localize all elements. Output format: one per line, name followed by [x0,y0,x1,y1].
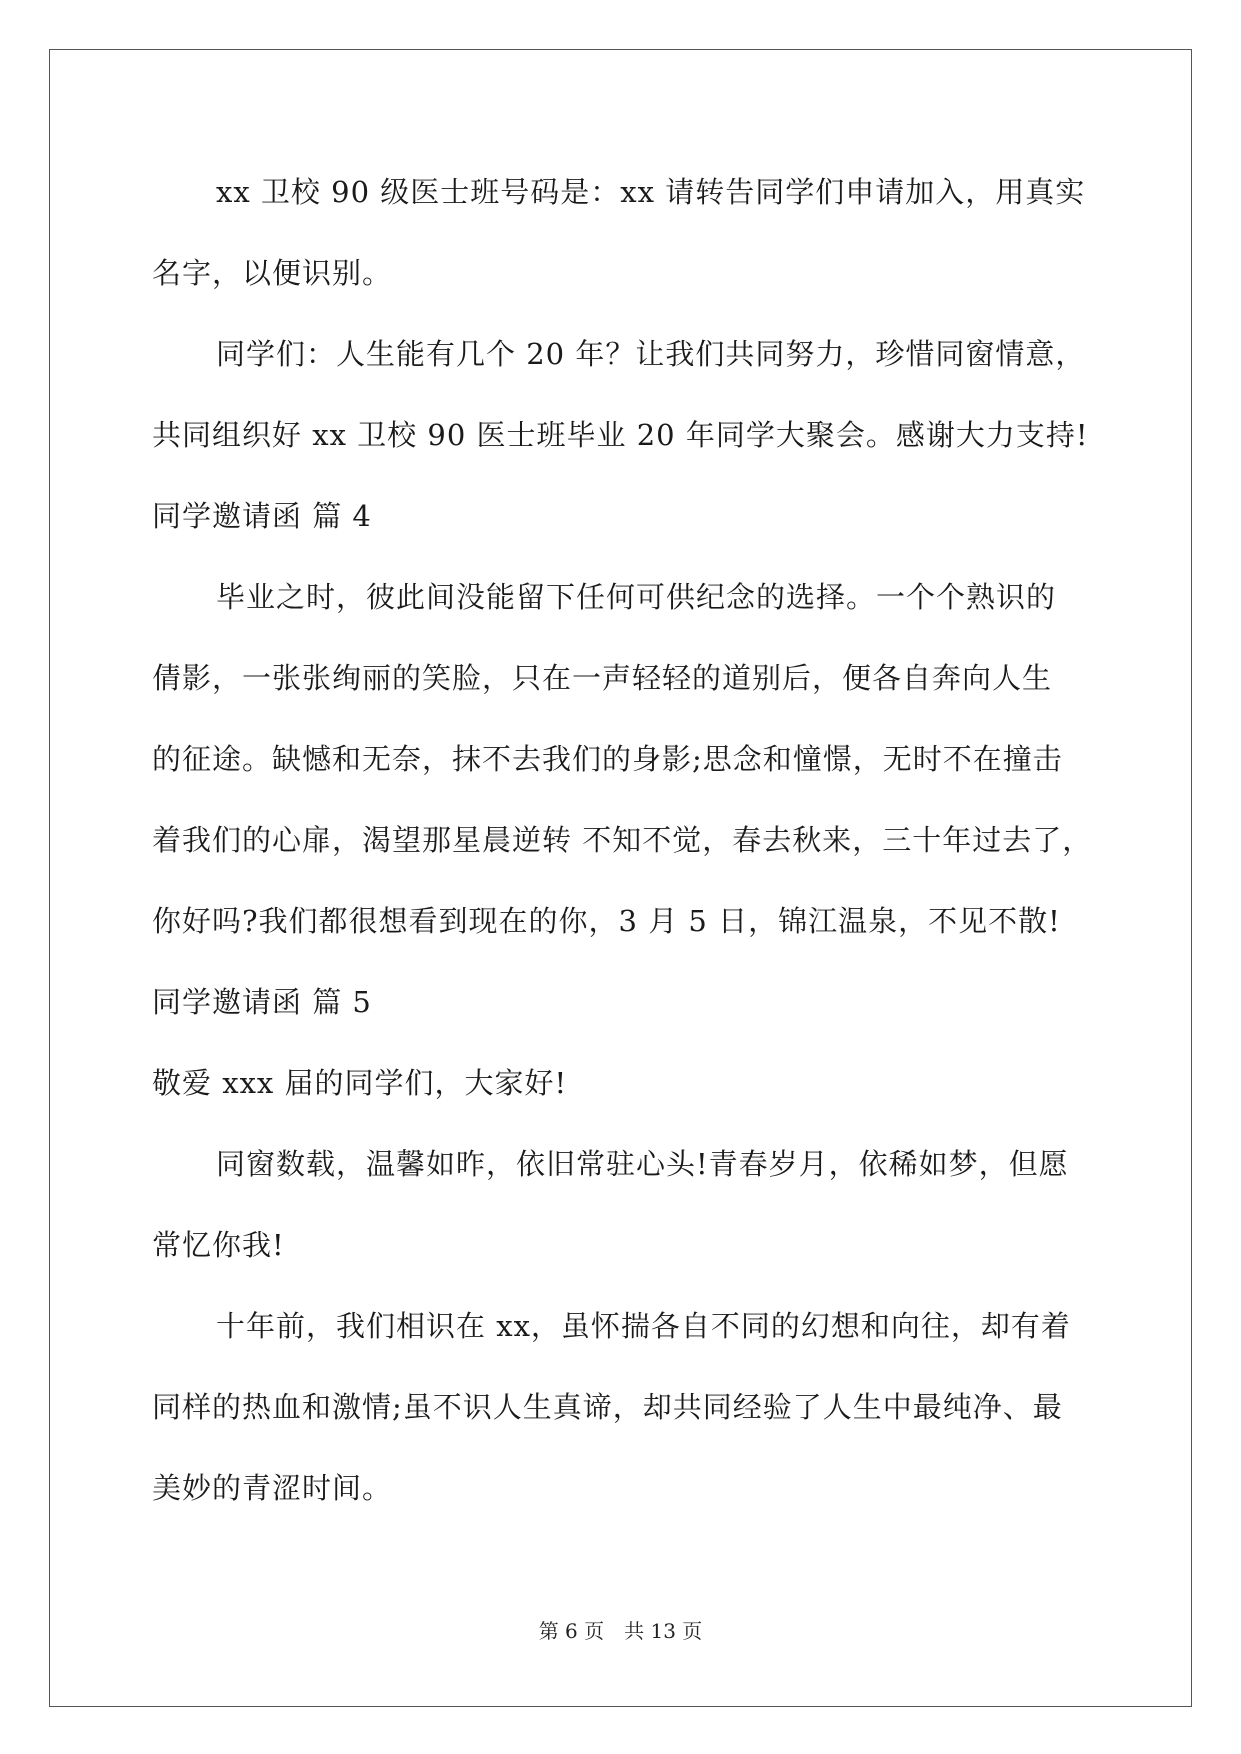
paragraph-line: 同样的热血和激情;虽不识人生真谛，却共同经验了人生中最纯净、最 [152,1390,1063,1424]
paragraph-line: 十年前，我们相识在 xx，虽怀揣各自不同的幻想和向往，却有着 [216,1309,1071,1343]
paragraph-line: 同窗数载，温馨如昨，依旧常驻心头!青春岁月，依稀如梦，但愿 [216,1147,1069,1181]
paragraph-line: 倩影，一张张绚丽的笑脸，只在一声轻轻的道别后，便各自奔向人生 [152,661,1053,695]
section-heading: 同学邀请函 篇 4 [152,499,372,533]
paragraph-line: 共同组织好 xx 卫校 90 医士班毕业 20 年同学大聚会。感谢大力支持! [152,418,1089,452]
paragraph-line: 常忆你我! [152,1228,285,1262]
paragraph-line: 着我们的心扉，渴望那星晨逆转 不知不觉，春去秋来，三十年过去了， [152,823,1093,857]
paragraph-line: 美妙的青涩时间。 [152,1471,393,1505]
paragraph-line: 同学们：人生能有几个 20 年？让我们共同努力，珍惜同窗情意， [216,337,1086,371]
paragraph-line: 的征途。缺憾和无奈，抹不去我们的身影;思念和憧憬，无时不在撞击 [152,742,1063,776]
document-body [152,158,1092,1535]
paragraph-line: 毕业之时，彼此间没能留下任何可供纪念的选择。一个个熟识的 [216,580,1057,614]
page-number-footer: 第 6 页 共 13 页 [538,1619,703,1643]
paragraph-line: xx 卫校 90 级医士班号码是：xx 请转告同学们申请加入，用真实 [216,175,1086,209]
section-heading: 同学邀请函 篇 5 [152,985,372,1019]
salutation-line: 敬爱 xxx 届的同学们，大家好! [152,1066,568,1100]
paragraph-line: 你好吗?我们都很想看到现在的你，3 月 5 日，锦江温泉，不见不散! [152,904,1061,938]
paragraph-line: 名字，以便识别。 [152,256,393,290]
